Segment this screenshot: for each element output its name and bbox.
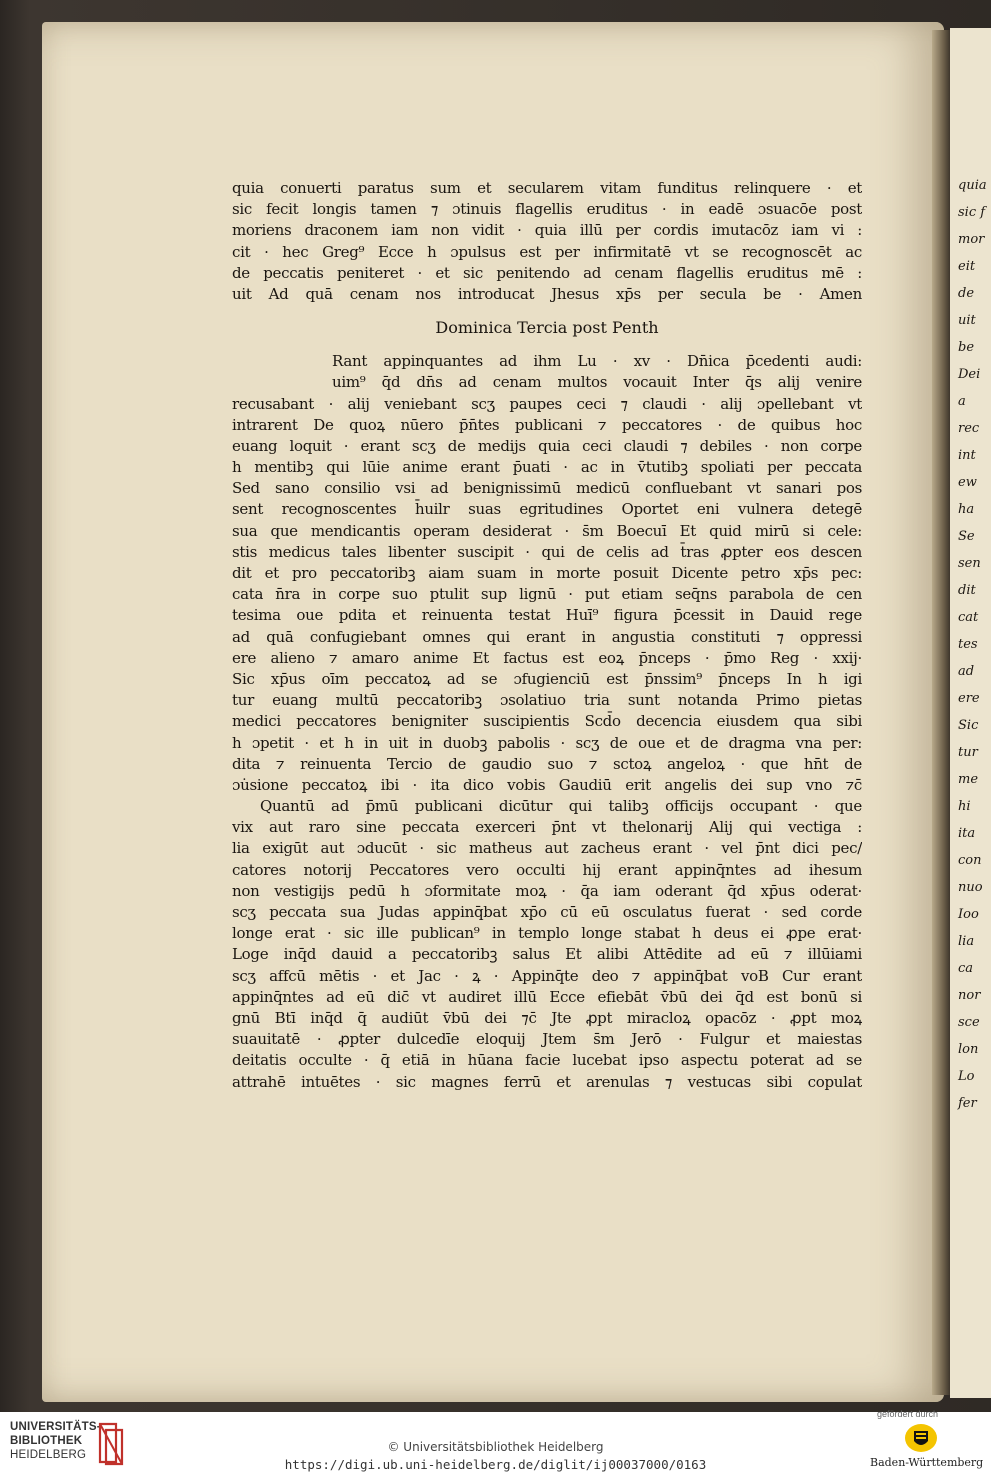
text-line: appinq̄ntes ad eū dic̄ vt audiret illū Ecce efiebāt v̄bū dei q̄d est bonū si: [232, 987, 862, 1006]
text-line: catores notorij Peccatores vero occulti hij erant appinq̄ntes ad ihesum: [232, 860, 862, 879]
funded-by-label: gefördert durch: [877, 1409, 939, 1419]
text-line: Rant appinquantes ad ihm Lu · xv · Dn̄ica p̄cedenti audi:: [332, 352, 862, 371]
adjacent-page-fragment: quia: [958, 178, 987, 193]
text-line: euang loquit · erant scʒ de medijs quia ceci claudi ⁊ debiles · non corpe: [232, 436, 862, 455]
page-text: [232, 178, 862, 1093]
text-line: tesima oue pdita et reinuenta testat Huī⁹ figura p̄cessit in Dauid rege: [232, 606, 862, 625]
adjacent-page-fragment: a: [958, 394, 966, 409]
text-line: ad quā confugiebant omnes qui erant in angustia constituti ⁊ oppressi: [232, 627, 862, 646]
adjacent-page-fragment: ere: [958, 691, 980, 706]
text-line: sic fecit longis tamen ⁊ ɔtinuis flagellis eruditus · in eadē ɔsuacōe post: [232, 200, 862, 219]
adjacent-page-fragment: cat: [958, 610, 979, 625]
text-line: suauitatē · ꝓpter dulcedīe eloquij Jtem s̄m Jerō · Fulgur et maiestas: [232, 1030, 862, 1049]
text-line: sua que mendicantis operam desiderat · s̄m Boecuī Et quid mirū si cele:: [232, 521, 862, 540]
text-line: vix aut raro sine peccata exerceri p̄nt vt thelonarij Alij qui vectiga :: [232, 818, 862, 837]
text-line: Quantū ad p̄mū publicani dicūtur qui talibꝫ officijs occupant · que: [260, 797, 862, 816]
adjacent-page-fragment: dit: [958, 583, 976, 598]
text-line: Loge inq̄d dauid a peccatoribꝫ salus Et alibi Attēdite ad eū ⁊ illūiami: [232, 945, 862, 964]
adjacent-page-fragment: hi: [958, 799, 971, 814]
text-block-top: [232, 178, 862, 305]
adjacent-page-fragment: sic f: [958, 205, 986, 220]
library-line-3: HEIDELBERG: [10, 1449, 87, 1461]
adjacent-page-fragment: nuo: [958, 880, 983, 895]
adjacent-page-fragment: lia: [958, 934, 975, 949]
adjacent-page-fragment: Se: [958, 529, 975, 544]
adjacent-page-fragment: rec: [958, 421, 980, 436]
text-line: Sed sano consilio vsi ad benignissimū medicū confluebant vt sanari pos: [232, 479, 862, 498]
adjacent-page-fragment: ca: [958, 961, 974, 976]
adjacent-page-fragment: lon: [958, 1042, 979, 1057]
text-line: deitatis occulte · q̄ etiā in hūana facie lucebat ipso aspectu poterat ad se: [232, 1051, 862, 1070]
text-line: attrahē intuētes · sic magnes ferrū et arenulas ⁊ vestucas sibi copulat: [232, 1072, 862, 1091]
text-block-body: [232, 351, 862, 1093]
adjacent-page-fragment: tur: [958, 745, 978, 760]
adjacent-page-fragment: sce: [958, 1015, 980, 1030]
text-line: h ɔpetit · et h in uit in duobꝫ pabolis · scʒ de oue et de dragma vna per:: [232, 733, 862, 752]
text-line: uit Ad quā cenam nos introducat Jhesus xp̄s per secula be · Amen: [232, 284, 862, 303]
adjacent-page-fragment: mor: [958, 232, 985, 247]
adjacent-page-fragment: de: [958, 286, 975, 301]
text-line: tur euang multū peccatoribꝫ ɔsolatiuo tria sunt notanda Primo pietas: [232, 691, 862, 710]
adjacent-page-fragment: con: [958, 853, 982, 868]
text-line: longe erat · sic ille publican⁹ in templo longe stabat h deus ei ꝓpe erat·: [232, 924, 862, 943]
adjacent-page-fragment: fer: [958, 1096, 977, 1111]
adjacent-page-fragment: Sic: [958, 718, 979, 733]
adjacent-page-fragment: ha: [958, 502, 975, 517]
section-heading: Dominica Tercia post Penth: [435, 318, 659, 338]
adjacent-page-fragment: ita: [958, 826, 976, 841]
text-line: Sic xp̄us oīm peccatoꝝ ad se ɔfugienciū est p̄nssim⁹ p̄nceps In h igi: [232, 669, 862, 688]
text-line: ere alieno ⁊ amaro anime Et factus est eoꝝ p̄nceps · p̄mo Reg · xxij·: [232, 648, 862, 667]
adjacent-page-fragment: uit: [958, 313, 976, 328]
text-line: non vestigijs pedū h ɔformitate moꝝ · q̄a iam oderant q̄d xp̄us oderat·: [232, 881, 862, 900]
text-line: scʒ peccata sua Judas appinq̄bat xp̄o cū eū osculatus fuerat · sed corde: [232, 903, 862, 921]
adjacent-page-fragment: ew: [958, 475, 977, 490]
text-line: stis medicus tales libenter suscipit · qui de celis ad t̄ras ꝓpter eos descen: [232, 542, 862, 561]
text-line: gnū Btī inq̄d q̄ audiūt v̄bū dei ⁊c̄ Jte ꝓpt miracloꝝ opacōz · ꝓpt moꝝ: [232, 1008, 862, 1027]
text-line: h mentibꝫ qui lūie anime erant p̄uati · ac in v̄tutibꝫ spoliati per peccata: [232, 458, 862, 477]
adjacent-page-fragment: Lo: [958, 1069, 975, 1084]
adjacent-page-fragment: Ioo: [958, 907, 979, 922]
text-line: dit et pro peccatoribꝫ aiam suam in morte posuit Dicente petro xp̄s pec:: [232, 564, 862, 582]
text-line: cit · hec Greg⁹ Ecce h ɔpulsus est per infirmitatē vt se recognoscēt ac: [232, 242, 862, 261]
copyright-text: © Universitätsbibliothek Heidelberg: [387, 1440, 604, 1454]
book-gutter: [932, 30, 952, 1395]
text-line: cata n̄ra in corpe suo ptulit sup lignū · put etiam seq̄ns parabola de cen: [232, 585, 862, 604]
text-line: ɔu̇sione peccatoꝝ ibi · ita dico vobis Gaudiū erit angelis dei sup vno ⁊c̄: [232, 775, 862, 794]
adjacent-page-fragment: tes: [958, 637, 978, 652]
text-line: sent recognoscentes h̄uilr suas egritudines Oportet eni vulnera detegē: [232, 500, 862, 519]
adjacent-page-fragment: me: [958, 772, 979, 787]
text-line: lia exigūt aut ɔducūt · sic matheus aut zacheus erant · vel p̄nt dici pec/: [232, 839, 862, 858]
permalink[interactable]: https://digi.ub.uni-heidelberg.de/diglit/ij00037000/0163: [284, 1457, 707, 1472]
text-line: uim⁹ q̄d dn̄s ad cenam multos vocauit Inter q̄s alij venire: [332, 373, 862, 392]
adjacent-page-fragment: int: [958, 448, 976, 463]
text-line: recusabant · alij veniebant scʒ paupes ceci ⁊ claudi · alij ɔpellebant vt: [232, 394, 862, 413]
adjacent-page-fragment: eit: [958, 259, 976, 274]
text-line: de peccatis peniteret · et sic penitendo ad cenam flagellis eruditus mē :: [232, 263, 862, 282]
text-line: medici peccatores benigniter suscipientis Scd̄o decencia eiusdem qua sibi: [232, 712, 862, 731]
adjacent-page-fragment: ad: [958, 664, 975, 679]
library-line-2: BIBLIOTHEK: [10, 1435, 83, 1447]
text-line: moriens draconem iam non vidit · quia illū per cordis imutacōz iam vi :: [232, 221, 862, 240]
coat-of-arms-icon[interactable]: [904, 1423, 938, 1453]
adjacent-page-fragment: nor: [958, 988, 981, 1003]
text-line: intrarent De quoꝝ nūero p̄n̄tes publicani ⁊ peccatores · de quibus hoc: [232, 415, 862, 434]
adjacent-page-fragment: sen: [958, 556, 981, 571]
text-line: quia conuerti paratus sum et secularem vitam funditus relinquere · et: [232, 179, 862, 197]
sponsor-name: Baden-Württemberg: [870, 1456, 984, 1469]
library-line-1: UNIVERSITÄTS-: [10, 1421, 101, 1433]
adjacent-page: [950, 28, 991, 1398]
adjacent-page-fragment: Dei: [958, 367, 981, 382]
text-line: scʒ affcū mētis · et Jac · ꝝ · Appinq̄te deo ⁊ appinq̄bat voB Cur erant: [232, 966, 862, 985]
adjacent-page-fragment: be: [958, 340, 975, 355]
text-line: dita ⁊ reinuenta Tercio de gaudio suo ⁊ sctoꝝ angeloꝝ · que hn̄t de: [232, 754, 862, 773]
